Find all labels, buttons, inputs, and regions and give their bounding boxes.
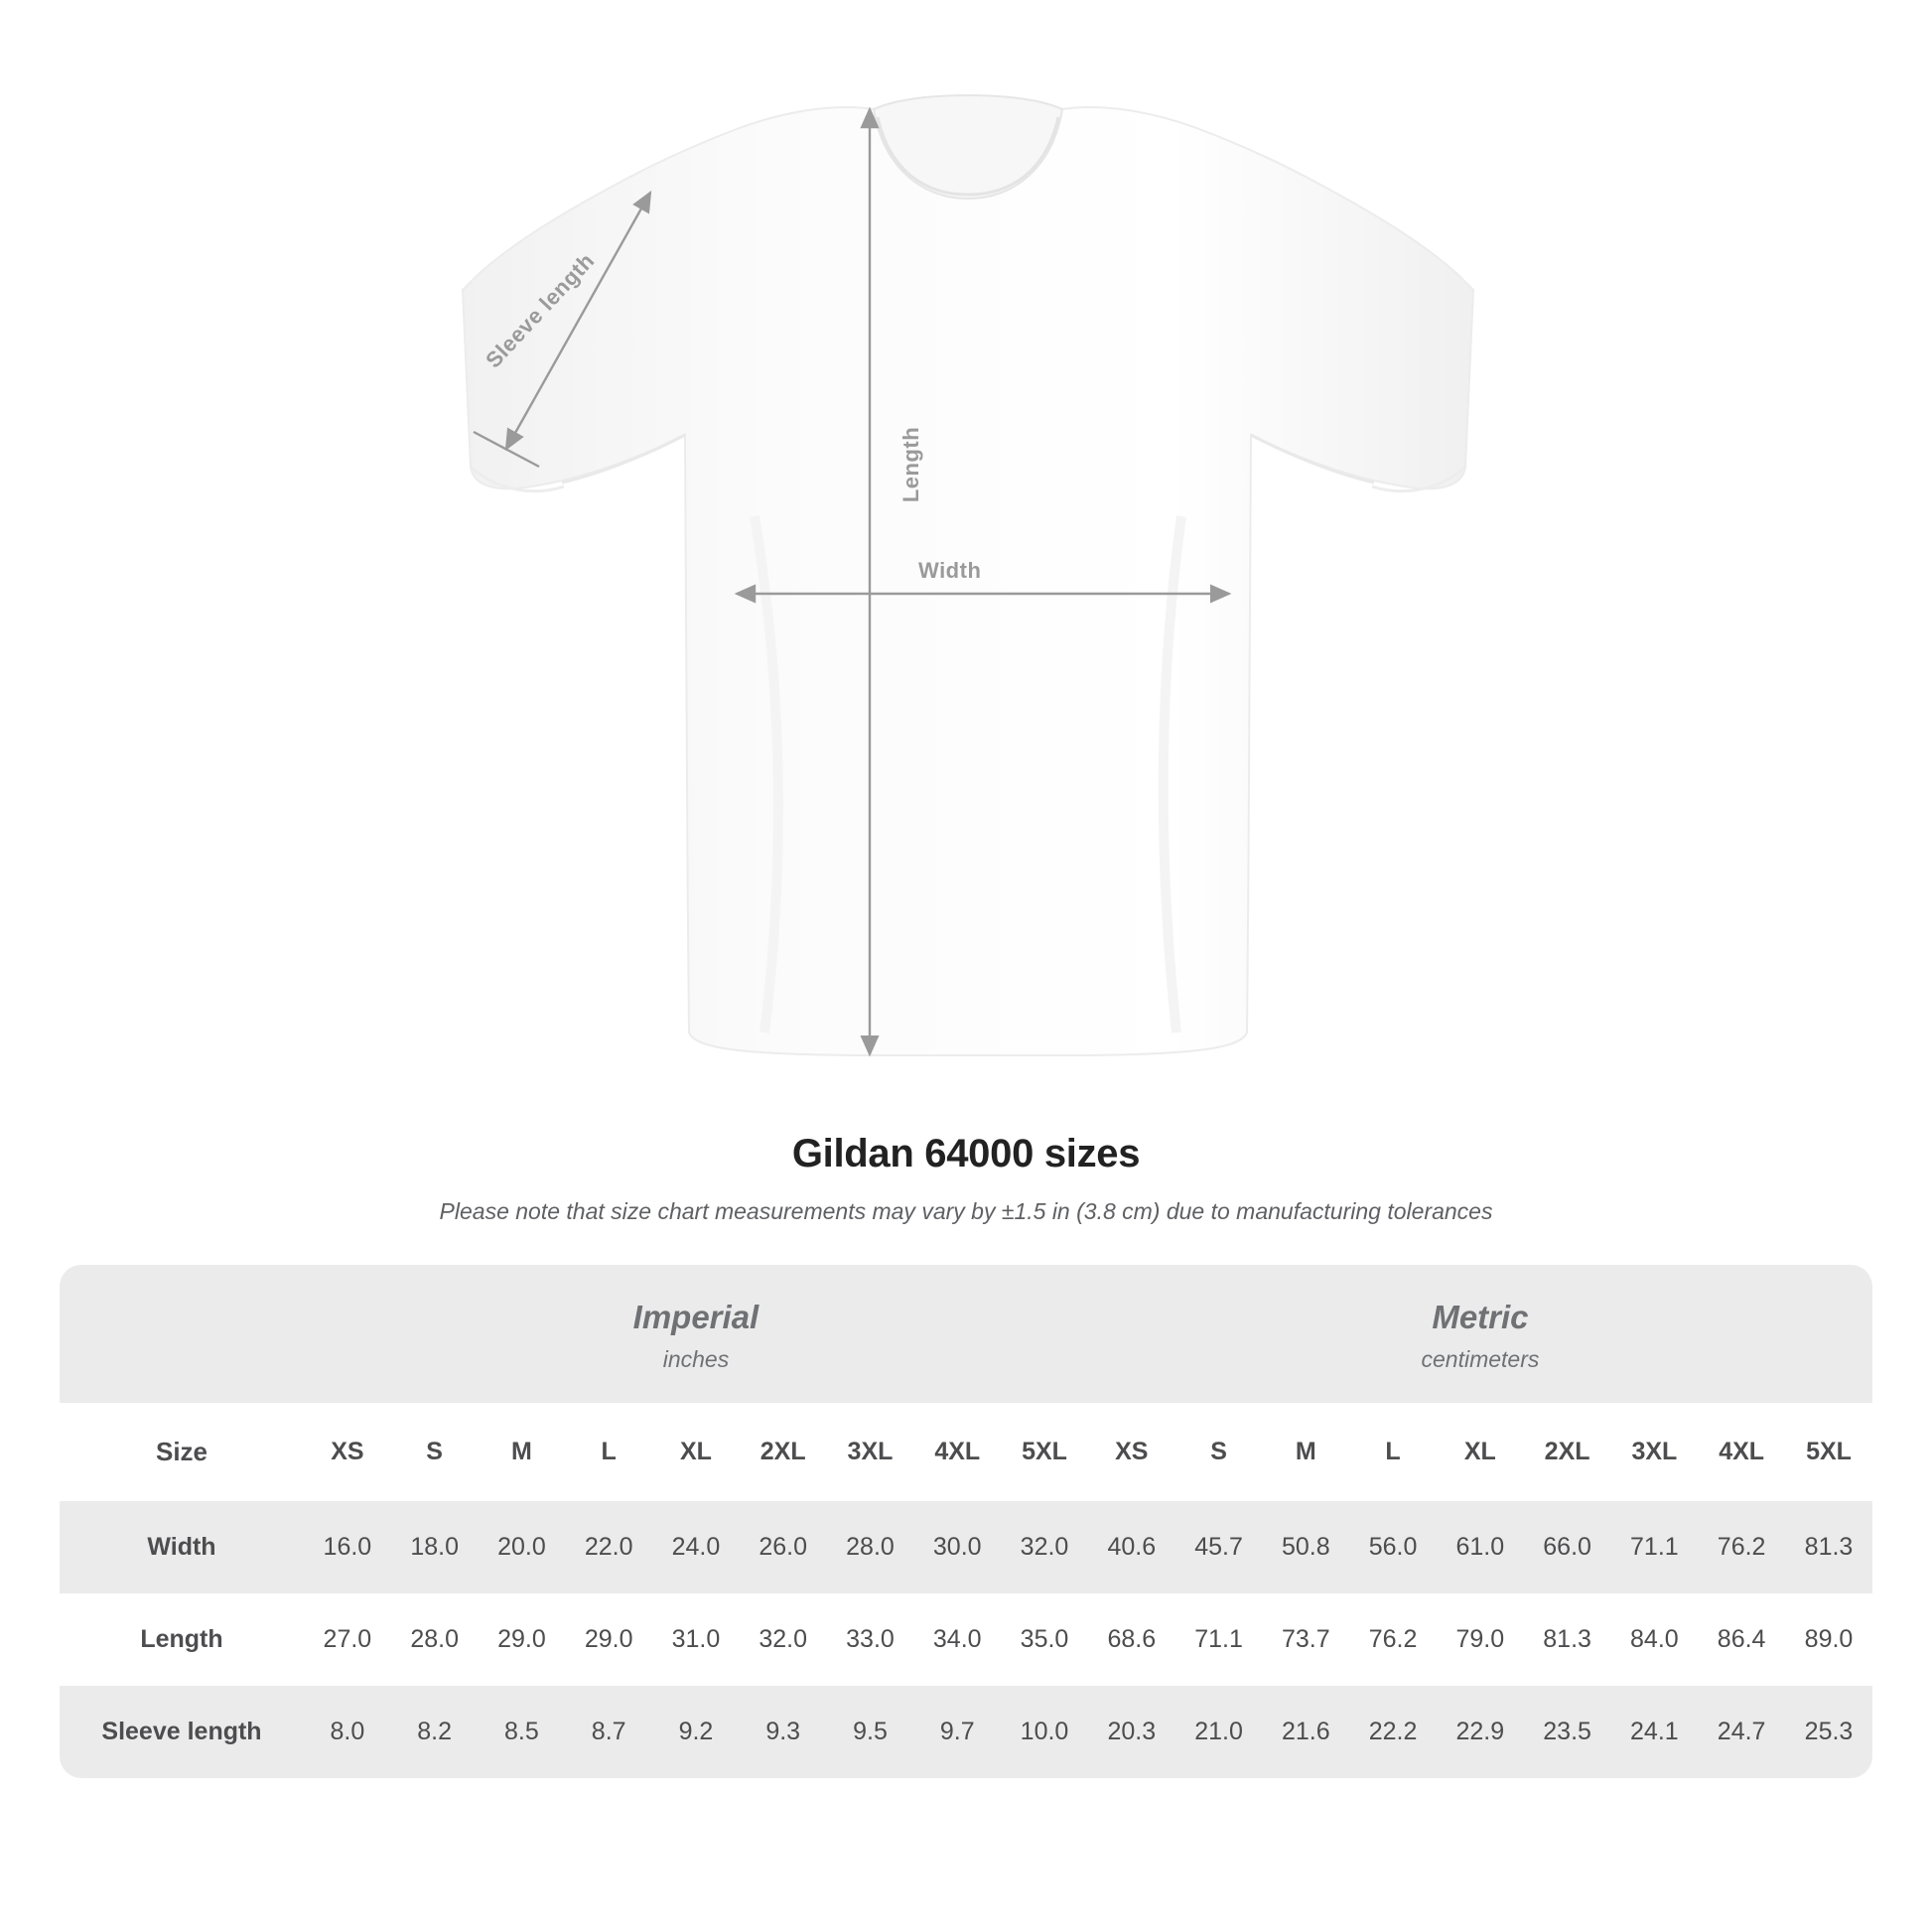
cell-length-1: 28.0 [391,1593,479,1686]
width-label: Width [918,558,982,583]
units-row [60,1265,1872,1403]
cell-width-3: 22.0 [565,1501,652,1593]
cell-width-0: 16.0 [304,1501,391,1593]
table-row [60,1501,1872,1593]
cell-width-10: 45.7 [1175,1501,1263,1593]
cell-sleeve-6: 9.5 [827,1686,914,1778]
cell-length-10: 71.1 [1175,1593,1263,1686]
unit-imperial [304,1265,1088,1403]
cell-sleeve-15: 24.1 [1610,1686,1698,1778]
header-col-17: 5XL [1785,1403,1872,1501]
table-row [60,1686,1872,1778]
table-header-row [60,1403,1872,1501]
row-label-length: Length [60,1593,304,1686]
cell-sleeve-0: 8.0 [304,1686,391,1778]
cell-length-17: 89.0 [1785,1593,1872,1686]
cell-length-5: 32.0 [740,1593,827,1686]
header-col-12: L [1349,1403,1437,1501]
cell-width-2: 20.0 [479,1501,566,1593]
cell-sleeve-5: 9.3 [740,1686,827,1778]
size-table [60,1265,1872,1778]
cell-width-9: 40.6 [1088,1501,1175,1593]
title-block [0,1132,1932,1225]
cell-sleeve-13: 22.9 [1437,1686,1524,1778]
unit-metric-sub: centimeters [1421,1346,1540,1372]
cell-length-3: 29.0 [565,1593,652,1686]
header-col-5: 2XL [740,1403,827,1501]
cell-sleeve-10: 21.0 [1175,1686,1263,1778]
header-col-7: 4XL [913,1403,1001,1501]
cell-sleeve-8: 10.0 [1001,1686,1088,1778]
cell-length-13: 79.0 [1437,1593,1524,1686]
cell-width-7: 30.0 [913,1501,1001,1593]
header-col-16: 4XL [1698,1403,1785,1501]
cell-sleeve-1: 8.2 [391,1686,479,1778]
cell-sleeve-9: 20.3 [1088,1686,1175,1778]
sleeve-length-label: Sleeve length [481,247,600,373]
cell-sleeve-4: 9.2 [652,1686,740,1778]
header-col-3: L [565,1403,652,1501]
unit-metric [1088,1265,1872,1403]
length-label: Length [898,426,924,503]
cell-width-1: 18.0 [391,1501,479,1593]
cell-width-12: 56.0 [1349,1501,1437,1593]
header-col-4: XL [652,1403,740,1501]
cell-sleeve-7: 9.7 [913,1686,1001,1778]
row-label-sleeve-length: Sleeve length [60,1686,304,1778]
cell-length-11: 73.7 [1262,1593,1349,1686]
header-col-14: 2XL [1524,1403,1611,1501]
header-col-0: XS [304,1403,391,1501]
cell-width-14: 66.0 [1524,1501,1611,1593]
units-spacer [60,1265,304,1403]
cell-sleeve-11: 21.6 [1262,1686,1349,1778]
header-col-11: M [1262,1403,1349,1501]
cell-sleeve-14: 23.5 [1524,1686,1611,1778]
header-col-10: S [1175,1403,1263,1501]
cell-sleeve-17: 25.3 [1785,1686,1872,1778]
cell-length-14: 81.3 [1524,1593,1611,1686]
cell-width-17: 81.3 [1785,1501,1872,1593]
cell-width-13: 61.0 [1437,1501,1524,1593]
cell-length-12: 76.2 [1349,1593,1437,1686]
cell-width-6: 28.0 [827,1501,914,1593]
cell-sleeve-3: 8.7 [565,1686,652,1778]
cell-length-7: 34.0 [913,1593,1001,1686]
header-col-8: 5XL [1001,1403,1088,1501]
cell-sleeve-2: 8.5 [479,1686,566,1778]
cell-width-5: 26.0 [740,1501,827,1593]
cell-length-15: 84.0 [1610,1593,1698,1686]
cell-sleeve-16: 24.7 [1698,1686,1785,1778]
header-col-6: 3XL [827,1403,914,1501]
cell-length-6: 33.0 [827,1593,914,1686]
unit-imperial-name: Imperial [632,1299,759,1335]
header-col-15: 3XL [1610,1403,1698,1501]
header-col-1: S [391,1403,479,1501]
header-col-2: M [479,1403,566,1501]
cell-width-11: 50.8 [1262,1501,1349,1593]
cell-length-0: 27.0 [304,1593,391,1686]
table-row [60,1593,1872,1686]
cell-width-16: 76.2 [1698,1501,1785,1593]
unit-metric-name: Metric [1432,1299,1529,1335]
cell-length-8: 35.0 [1001,1593,1088,1686]
unit-imperial-sub: inches [662,1346,730,1372]
page-title: Gildan 64000 sizes [791,1132,1141,1175]
row-label-width: Width [60,1501,304,1593]
cell-length-4: 31.0 [652,1593,740,1686]
cell-width-15: 71.1 [1610,1501,1698,1593]
tolerance-note: Please note that size chart measurements may vary by ±1.5 in (3.8 cm) due to manufacturing tolerances [439,1198,1493,1224]
header-col-13: XL [1437,1403,1524,1501]
cell-width-4: 24.0 [652,1501,740,1593]
header-col-9: XS [1088,1403,1175,1501]
size-table-wrapper [60,1265,1872,1778]
cell-width-8: 32.0 [1001,1501,1088,1593]
cell-length-2: 29.0 [479,1593,566,1686]
cell-length-16: 86.4 [1698,1593,1785,1686]
cell-length-9: 68.6 [1088,1593,1175,1686]
cell-sleeve-12: 22.2 [1349,1686,1437,1778]
header-size: Size [60,1403,304,1501]
